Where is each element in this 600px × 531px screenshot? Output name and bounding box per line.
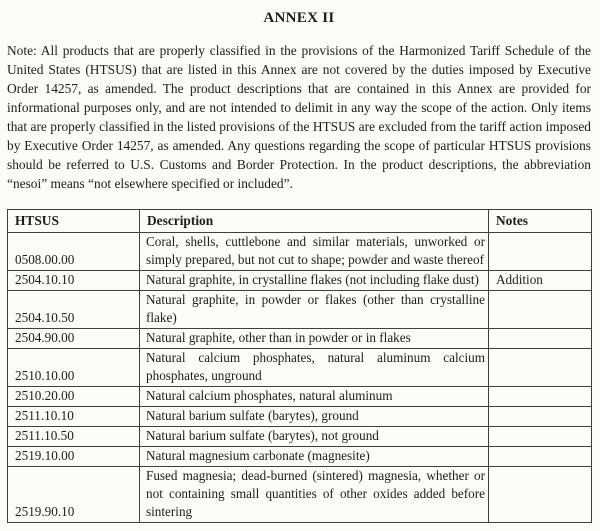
notes-cell xyxy=(489,427,592,447)
page-title: ANNEX II xyxy=(263,10,335,26)
table-row xyxy=(8,233,592,271)
description-cell: Natural barium sulfate (barytes), ground xyxy=(140,407,489,427)
table-row xyxy=(8,427,592,447)
table-header-row xyxy=(8,210,592,233)
description-cell: Natural calcium phosphates, natural aluminum calcium phosphates, unground xyxy=(140,349,489,387)
table-row xyxy=(8,467,592,523)
notes-cell xyxy=(489,233,592,271)
description-cell: Natural graphite, in crystalline flakes (not including flake dust) xyxy=(140,271,489,291)
table-body xyxy=(8,233,592,523)
htsus-cell: 2519.90.10 xyxy=(8,467,140,523)
htsus-cell: 2510.20.00 xyxy=(8,387,140,407)
table-row xyxy=(8,407,592,427)
table-row xyxy=(8,447,592,467)
table-row xyxy=(8,291,592,329)
description-cell: Natural magnesium carbonate (magnesite) xyxy=(140,447,489,467)
header-notes: Notes xyxy=(489,210,592,233)
htsus-cell: 2504.90.00 xyxy=(8,329,140,349)
notes-cell: Addition xyxy=(489,271,592,291)
description-cell: Natural calcium phosphates, natural aluminum xyxy=(140,387,489,407)
table-row xyxy=(8,329,592,349)
htsus-cell: 2519.10.00 xyxy=(8,447,140,467)
header-description: Description xyxy=(140,210,489,233)
description-cell: Coral, shells, cuttlebone and similar materials, unworked or simply prepared, but not cut to shape; powder and waste thereof xyxy=(140,233,489,271)
table-row xyxy=(8,349,592,387)
header-htsus: HTSUS xyxy=(8,210,140,233)
htsus-cell: 2504.10.50 xyxy=(8,291,140,329)
notes-cell xyxy=(489,467,592,523)
table-row xyxy=(8,271,592,291)
notes-cell xyxy=(489,407,592,427)
notes-cell xyxy=(489,447,592,467)
description-cell: Natural graphite, other than in powder or in flakes xyxy=(140,329,489,349)
notes-cell xyxy=(489,329,592,349)
description-cell: Natural barium sulfate (barytes), not ground xyxy=(140,427,489,447)
htsus-table xyxy=(7,209,592,523)
notes-cell xyxy=(489,349,592,387)
htsus-cell: 2511.10.50 xyxy=(8,427,140,447)
description-cell: Fused magnesia; dead-burned (sintered) magnesia, whether or not containing small quantities of other oxides added before sintering xyxy=(140,467,489,523)
note-paragraph: Note: All products that are properly classified in the provisions of the Harmonized Tariff Schedule of the United States (HTSUS) that are listed in this Annex are not covered by the duties imposed by Executive Order 14257, as amended. The product descriptions that are contained in this Annex are provided for informational purposes only, and are not intended to delimit in any way the scope of the action. Only items that are properly classified in the listed provisions of the HTSUS are excluded from the tariff action imposed by Executive Order 14257, as amended. Any questions regarding the scope of particular HTSUS provisions should be referred to U.S. Customs and Border Protection. In the product descriptions, the abbreviation “nesoi” means “not elsewhere specified or included”. xyxy=(7,43,591,191)
notes-cell xyxy=(489,291,592,329)
table-row xyxy=(8,387,592,407)
htsus-cell: 2510.10.00 xyxy=(8,349,140,387)
htsus-cell: 2511.10.10 xyxy=(8,407,140,427)
htsus-cell: 2504.10.10 xyxy=(8,271,140,291)
htsus-cell: 0508.00.00 xyxy=(8,233,140,271)
description-cell: Natural graphite, in powder or flakes (other than crystalline flake) xyxy=(140,291,489,329)
notes-cell xyxy=(489,387,592,407)
